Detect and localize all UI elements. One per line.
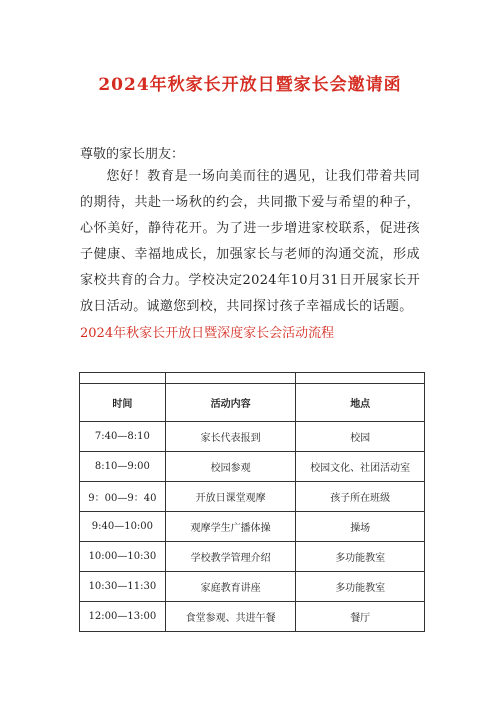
cell-location: 校园文化、社团活动室: [296, 452, 425, 482]
body-paragraph: 您好！教育是一场向美而往的遇见，让我们带着共同的期待，共赴一场秋的约会，共同撒下爱与希望的种子，心怀美好，静待花开。为了进一步增进家校联系，促进孩子健康、幸福地成长，加强家长与老师的沟通交流，形成家校共育的合力。学校决定2024年10月31日开展家长开放日活动。诚邀您到校，共同探讨孩子幸福成长的话题。: [80, 169, 420, 314]
page-title: 2024年秋家长开放日暨家长会邀请函: [98, 75, 402, 95]
greeting: 尊敬的家长朋友：: [80, 147, 185, 162]
cell-time: 10:30—11:30: [80, 572, 166, 602]
cell-activity: 观摩学生广播体操: [165, 512, 296, 542]
schedule-table: [79, 372, 425, 632]
cell-time: 10:00—10:30: [80, 542, 166, 572]
table-row: [80, 452, 425, 482]
table-row: [80, 542, 425, 572]
header-time: 时间: [80, 384, 166, 422]
schedule-title: 2024年秋家长开放日暨深度家长会活动流程: [80, 326, 335, 341]
table-row: [80, 482, 425, 512]
table-header-row: [80, 384, 425, 422]
header-activity: 活动内容: [165, 384, 296, 422]
cell-location: 孩子所在班级: [296, 482, 425, 512]
spacer-cell: [80, 373, 166, 384]
cell-location: 操场: [296, 512, 425, 542]
cell-activity: 家庭教育讲座: [165, 572, 296, 602]
cell-activity: 家长代表报到: [165, 422, 296, 452]
cell-location: 多功能教室: [296, 572, 425, 602]
invitation-body: [80, 164, 420, 320]
cell-location: 多功能教室: [296, 542, 425, 572]
cell-time: 8:10—9:00: [80, 452, 166, 482]
spacer-cell: [165, 373, 296, 384]
spacer-cell: [296, 373, 425, 384]
cell-time: 9:40—10:00: [80, 512, 166, 542]
cell-activity: 食堂参观、共进午餐: [165, 602, 296, 632]
cell-time: 9：00—9：40: [80, 482, 166, 512]
cell-activity: 校园参观: [165, 452, 296, 482]
table-row: [80, 512, 425, 542]
cell-activity: 学校教学管理介绍: [165, 542, 296, 572]
table-row: [80, 572, 425, 602]
cell-location: 校园: [296, 422, 425, 452]
cell-location: 餐厅: [296, 602, 425, 632]
table-spacer-row: [80, 373, 425, 384]
table-row: [80, 422, 425, 452]
cell-time: 12:00—13:00: [80, 602, 166, 632]
header-location: 地点: [296, 384, 425, 422]
table-row: [80, 602, 425, 632]
cell-time: 7:40—8:10: [80, 422, 166, 452]
cell-activity: 开放日课堂观摩: [165, 482, 296, 512]
